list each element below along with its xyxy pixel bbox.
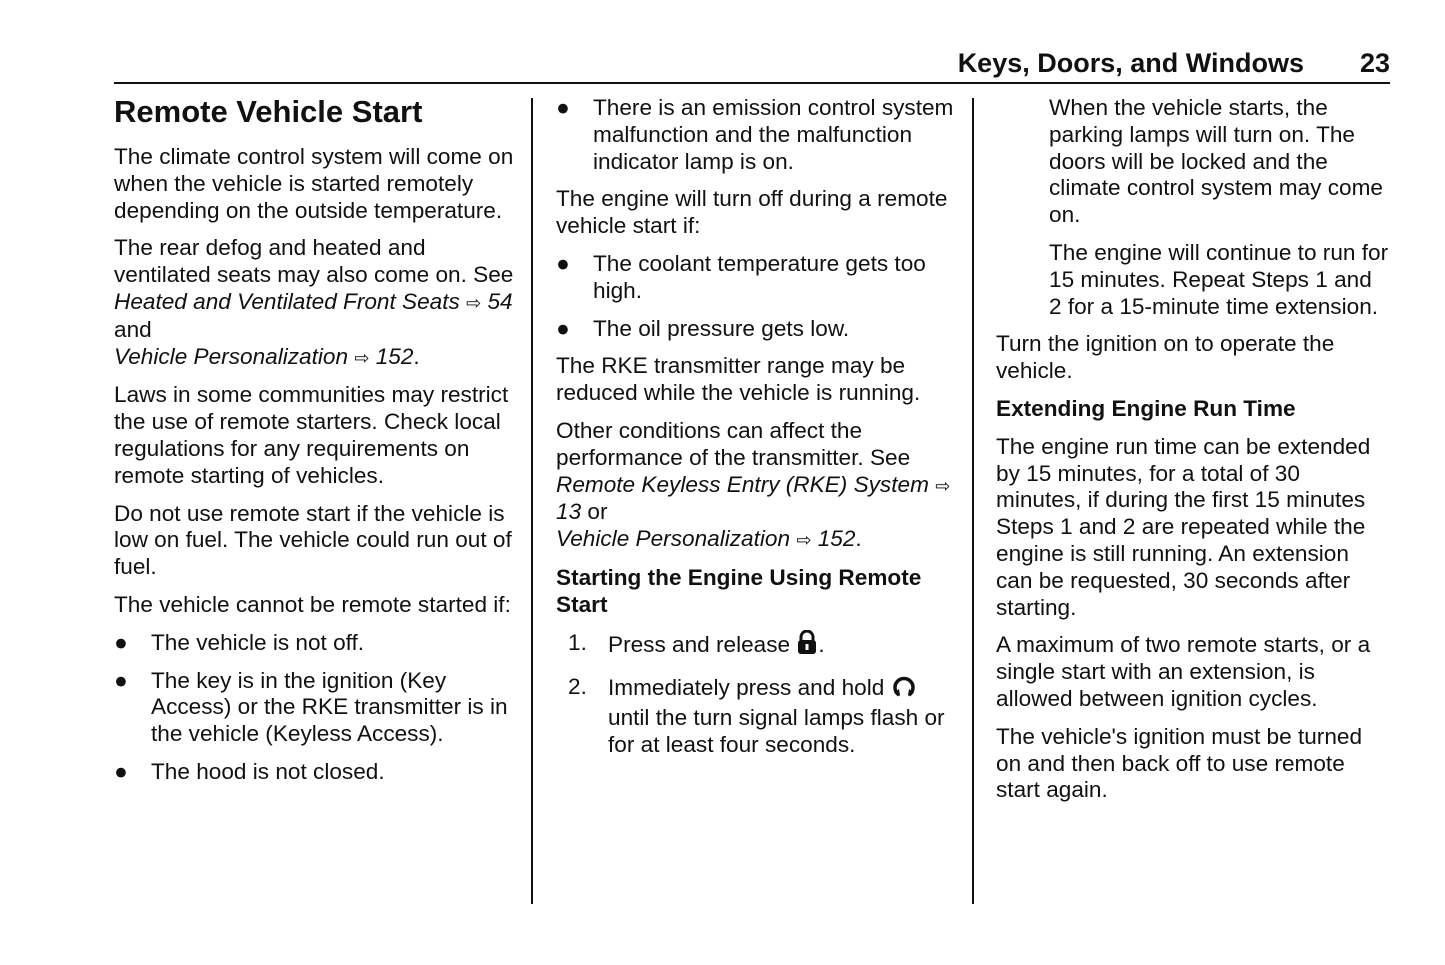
header-divider <box>114 82 1390 84</box>
paragraph: A maximum of two remote starts, or a single start with an extension, is allowed between ignition cycles. <box>996 632 1371 711</box>
bullet-icon: ● <box>556 315 570 341</box>
paragraph-with-references: Other conditions can affect the performance of the transmitter. See Remote Keyless Entry (RKE) System ⇨ 13 or Vehicle Personalization ⇨ 152. <box>556 417 951 552</box>
list-item: ● The key is in the ignition (Key Access) or the RKE transmitter is in the vehicle (Keyless Access). <box>114 667 508 747</box>
reference-link[interactable]: Vehicle Personalization ⇨ 152 <box>114 343 414 369</box>
reference-link[interactable]: Remote Keyless Entry (RKE) System ⇨ 13 <box>556 471 951 525</box>
list-item: ● The hood is not closed. <box>114 758 385 784</box>
list-item: ● The coolant temperature gets too high. <box>556 250 926 303</box>
paragraph: The vehicle cannot be remote started if: <box>114 591 511 617</box>
paragraph: Laws in some communities may restrict the use of remote starters. Check local regulations for any requirements on remote starting of vehicles. <box>114 382 509 488</box>
column-1 <box>114 95 514 797</box>
column-2 <box>556 95 956 772</box>
step-item: 2. Immediately press and hold until the turn signal lamps flash or for at least four seconds. <box>568 674 945 757</box>
paragraph-with-references: The rear defog and heated and ventilated seats may also come on. See Heated and Ventilated Front Seats ⇨ 54 and Vehicle Personalization ⇨ 152. <box>114 235 514 369</box>
bullet-icon: ● <box>556 95 570 120</box>
step-continuation: The engine will continue to run for 15 minutes. Repeat Steps 1 and 2 for a 15-minute time extension. <box>1049 239 1389 319</box>
bullet-icon: ● <box>114 629 128 655</box>
bullet-icon: ● <box>114 758 128 784</box>
paragraph: The vehicle's ignition must be turned on and then back off to use remote start again. <box>996 723 1363 803</box>
page-number: 23 <box>1359 48 1390 78</box>
bullet-icon: ● <box>114 667 128 693</box>
paragraph: The engine will turn off during a remote vehicle start if: <box>556 186 948 239</box>
paragraph: Do not use remote start if the vehicle is low on fuel. The vehicle could run out of fuel. <box>114 500 512 580</box>
step-item: 1. Press and release . <box>556 630 956 662</box>
list-item: ● There is an emission control system malfunction and the malfunction indicator lamp is on. <box>556 95 954 174</box>
remote-start-icon <box>891 674 917 705</box>
subsection-heading: Extending Engine Run Time <box>996 395 1296 421</box>
column-3 <box>996 95 1390 815</box>
reference-arrow-icon: ⇨ <box>354 347 370 368</box>
column-divider-2 <box>972 98 974 904</box>
section-heading: Remote Vehicle Start <box>114 94 423 129</box>
list-item: ● The oil pressure gets low. <box>556 315 850 341</box>
paragraph: The climate control system will come on when the vehicle is started remotely depending on the outside temperature. <box>114 144 514 223</box>
reference-arrow-icon: ⇨ <box>466 292 482 313</box>
paragraph: The engine run time can be extended by 15 minutes, for a total of 30 minutes, if during the first 15 minutes Steps 1 and 2 are repeated while the engine is still running. An extension can be requested, 30 seconds after starting. <box>996 433 1371 620</box>
paragraph: Turn the ignition on to operate the vehicle. <box>996 331 1335 384</box>
reference-arrow-icon: ⇨ <box>796 530 812 551</box>
bullet-icon: ● <box>556 250 570 276</box>
reference-link[interactable]: Vehicle Personalization ⇨ 152 <box>556 526 856 552</box>
paragraph: The RKE transmitter range may be reduced while the vehicle is running. <box>556 353 921 406</box>
chapter-title: Keys, Doors, and Windows <box>957 48 1304 78</box>
reference-arrow-icon: ⇨ <box>935 475 951 496</box>
step-continuation: When the vehicle starts, the parking lamps will turn on. The doors will be locked and the climate control system may come on. <box>1049 95 1383 228</box>
subsection-heading: Starting the Engine Using Remote Start <box>556 564 922 617</box>
list-item: ● The vehicle is not off. <box>114 629 365 655</box>
reference-link[interactable]: Heated and Ventilated Front Seats ⇨ 54 <box>114 288 513 314</box>
lock-icon <box>796 630 818 662</box>
page-header <box>114 46 1390 82</box>
column-divider-1 <box>531 98 533 904</box>
